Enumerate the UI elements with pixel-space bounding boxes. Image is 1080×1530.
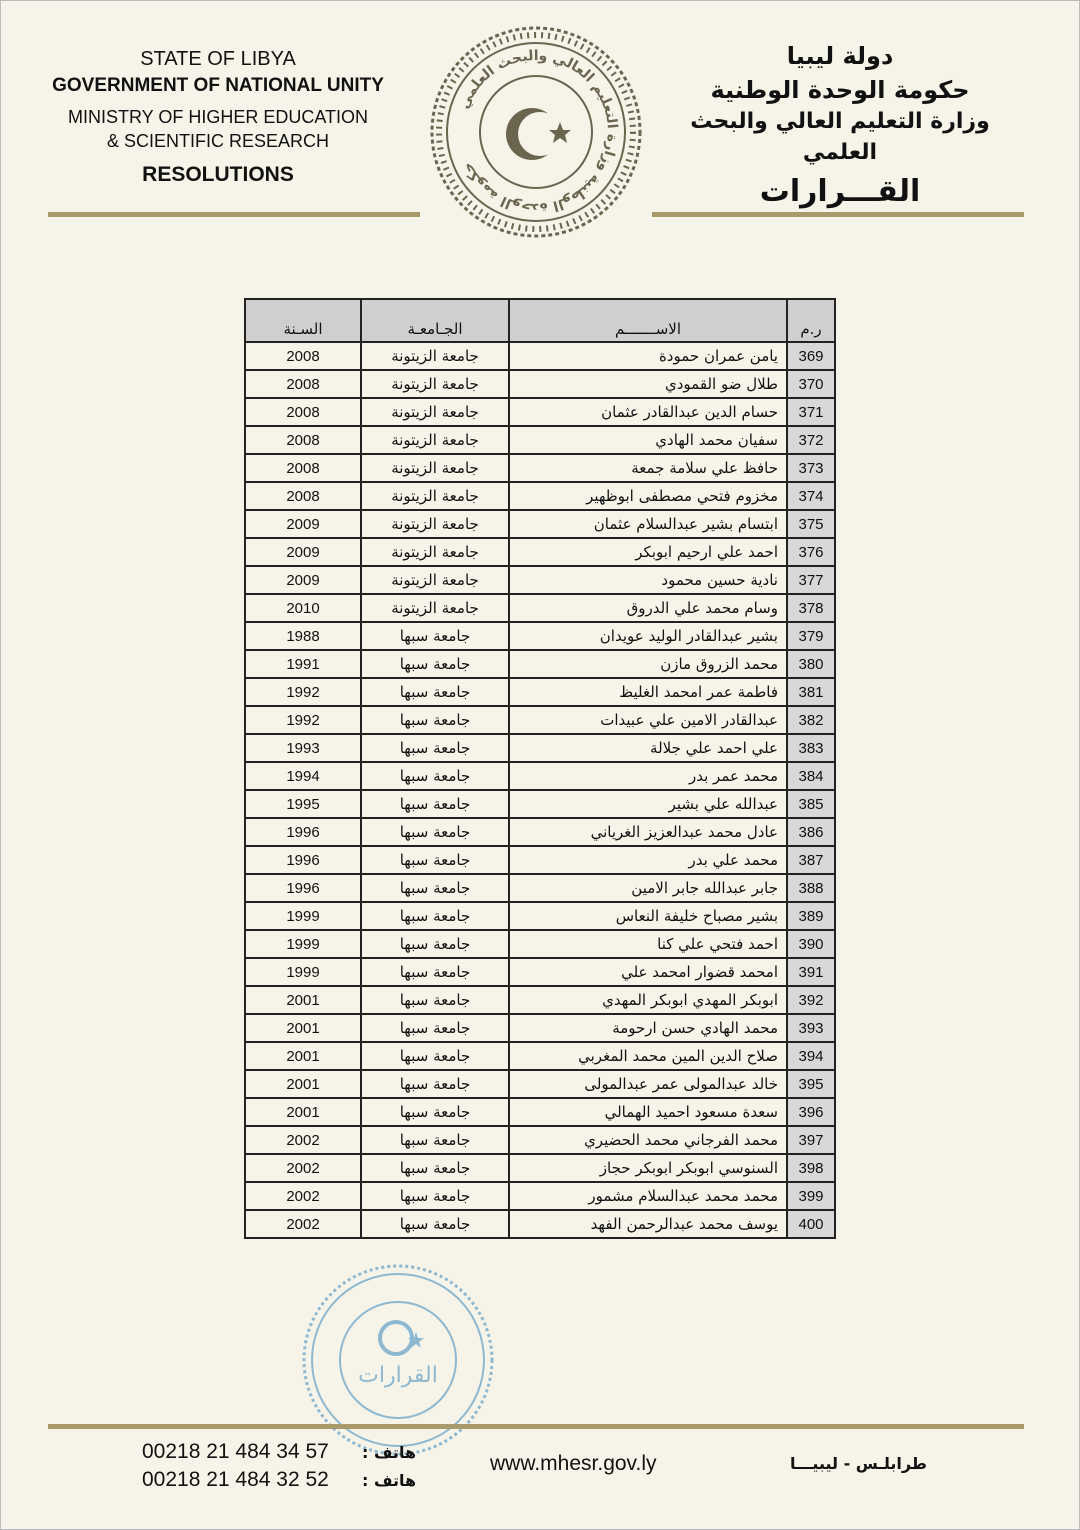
row-university: جامعة الزيتونة <box>361 482 509 510</box>
table-row <box>245 706 835 734</box>
row-university: جامعة سبها <box>361 1042 509 1070</box>
row-number: 395 <box>787 1070 835 1098</box>
header-ar-state: دولة ليبيا <box>786 42 894 70</box>
row-university: جامعة سبها <box>361 1154 509 1182</box>
resolutions-table <box>244 298 836 1239</box>
row-year: 1999 <box>245 902 361 930</box>
row-number: 378 <box>787 594 835 622</box>
footer-phones <box>142 1438 416 1494</box>
row-name: محمد علي بدر <box>509 846 787 874</box>
row-year: 2001 <box>245 1070 361 1098</box>
row-number: 380 <box>787 650 835 678</box>
phone-row <box>142 1466 416 1494</box>
table-row <box>245 342 835 370</box>
row-name: امحمد قضوار امحمد علي <box>509 958 787 986</box>
table-row <box>245 986 835 1014</box>
row-year: 2009 <box>245 566 361 594</box>
row-university: جامعة الزيتونة <box>361 370 509 398</box>
table-row <box>245 650 835 678</box>
row-year: 2001 <box>245 986 361 1014</box>
row-number: 399 <box>787 1182 835 1210</box>
row-university: جامعة الزيتونة <box>361 342 509 370</box>
row-number: 379 <box>787 622 835 650</box>
row-number: 374 <box>787 482 835 510</box>
row-year: 1993 <box>245 734 361 762</box>
row-year: 1996 <box>245 874 361 902</box>
row-number: 385 <box>787 790 835 818</box>
table-row <box>245 510 835 538</box>
table-row <box>245 398 835 426</box>
row-university: جامعة الزيتونة <box>361 426 509 454</box>
row-name: حافظ علي سلامة جمعة <box>509 454 787 482</box>
row-number: 388 <box>787 874 835 902</box>
row-year: 1988 <box>245 622 361 650</box>
row-year: 2009 <box>245 538 361 566</box>
row-name: بشير عبدالقادر الوليد عويدان <box>509 622 787 650</box>
row-year: 2008 <box>245 370 361 398</box>
phone-label: هاتف : <box>362 1470 417 1490</box>
row-university: جامعة الزيتونة <box>361 398 509 426</box>
row-name: احمد علي ارحيم ابوبكر <box>509 538 787 566</box>
phone-label: هاتف : <box>362 1442 417 1462</box>
header-name: الاســـــــم <box>509 299 787 342</box>
table-row <box>245 1014 835 1042</box>
table-body <box>245 342 835 1238</box>
row-name: ابتسام بشير عبدالسلام عثمان <box>509 510 787 538</box>
row-university: جامعة سبها <box>361 1070 509 1098</box>
footer-divider <box>48 1424 1024 1429</box>
table-row <box>245 1098 835 1126</box>
row-year: 2001 <box>245 1098 361 1126</box>
row-year: 2002 <box>245 1126 361 1154</box>
header-ar-resolutions: القـــرارات <box>759 173 921 209</box>
row-university: جامعة الزيتونة <box>361 510 509 538</box>
header-divider-right <box>652 212 1024 217</box>
table-row <box>245 1070 835 1098</box>
table-row <box>245 1126 835 1154</box>
row-number: 393 <box>787 1014 835 1042</box>
header-ar-government: حكومة الوحدة الوطنية <box>710 75 970 104</box>
table-row <box>245 874 835 902</box>
table-row <box>245 734 835 762</box>
row-number: 387 <box>787 846 835 874</box>
row-university: جامعة سبها <box>361 958 509 986</box>
row-year: 2008 <box>245 342 361 370</box>
seal-arc-text: حكومة الوحدة الوطنية وزارة التعليم العالي والبحث العلمي <box>456 47 621 217</box>
row-university: جامعة سبها <box>361 1098 509 1126</box>
row-number: 372 <box>787 426 835 454</box>
row-name: احمد فتحي علي كنا <box>509 930 787 958</box>
row-university: جامعة الزيتونة <box>361 566 509 594</box>
header-num: ر.م <box>787 299 835 342</box>
row-university: جامعة سبها <box>361 1126 509 1154</box>
row-year: 2002 <box>245 1154 361 1182</box>
table-row <box>245 482 835 510</box>
row-name: محمد محمد عبدالسلام مشمور <box>509 1182 787 1210</box>
table-row <box>245 790 835 818</box>
table-row <box>245 846 835 874</box>
table-row <box>245 454 835 482</box>
table-row <box>245 930 835 958</box>
phone-number: 00218 21 484 32 52 <box>142 1468 329 1491</box>
row-university: جامعة سبها <box>361 846 509 874</box>
row-number: 383 <box>787 734 835 762</box>
row-year: 1992 <box>245 706 361 734</box>
table-row <box>245 1042 835 1070</box>
row-name: السنوسي ابوبكر ابوبكر حجاز <box>509 1154 787 1182</box>
table-row <box>245 622 835 650</box>
row-number: 384 <box>787 762 835 790</box>
row-university: جامعة سبها <box>361 1210 509 1238</box>
row-name: وسام محمد علي الدروق <box>509 594 787 622</box>
row-number: 381 <box>787 678 835 706</box>
header-arabic <box>660 40 1020 213</box>
row-name: نادية حسين محمود <box>509 566 787 594</box>
row-name: عادل محمد عبدالعزيز الغرياني <box>509 818 787 846</box>
row-university: جامعة الزيتونة <box>361 454 509 482</box>
row-university: جامعة سبها <box>361 622 509 650</box>
row-year: 2008 <box>245 454 361 482</box>
row-university: جامعة سبها <box>361 734 509 762</box>
header-year: السـنة <box>245 299 361 342</box>
row-number: 373 <box>787 454 835 482</box>
phone-row <box>142 1438 416 1466</box>
row-name: عبدالقادر الامين علي عبيدات <box>509 706 787 734</box>
row-year: 2001 <box>245 1014 361 1042</box>
table-row <box>245 1210 835 1238</box>
row-year: 2010 <box>245 594 361 622</box>
website-link[interactable]: www.mhesr.gov.ly <box>490 1452 657 1475</box>
table-row <box>245 958 835 986</box>
row-university: جامعة سبها <box>361 818 509 846</box>
row-number: 390 <box>787 930 835 958</box>
header-en-government: GOVERNMENT OF NATIONAL UNITY <box>52 75 384 96</box>
row-year: 2001 <box>245 1042 361 1070</box>
ministry-seal-logo <box>428 24 644 240</box>
row-name: علي احمد علي جلالة <box>509 734 787 762</box>
row-year: 1999 <box>245 930 361 958</box>
row-number: 376 <box>787 538 835 566</box>
row-year: 2002 <box>245 1210 361 1238</box>
row-university: جامعة سبها <box>361 902 509 930</box>
row-name: محمد الزروق مازن <box>509 650 787 678</box>
row-university: جامعة سبها <box>361 1182 509 1210</box>
row-year: 2009 <box>245 510 361 538</box>
row-number: 382 <box>787 706 835 734</box>
row-university: جامعة الزيتونة <box>361 538 509 566</box>
row-university: جامعة الزيتونة <box>361 594 509 622</box>
table-row <box>245 594 835 622</box>
row-university: جامعة سبها <box>361 930 509 958</box>
row-number: 394 <box>787 1042 835 1070</box>
header-en-resolutions: RESOLUTIONS <box>142 163 294 187</box>
table-row <box>245 678 835 706</box>
row-name: محمد الهادي حسن ارحومة <box>509 1014 787 1042</box>
row-year: 2002 <box>245 1182 361 1210</box>
row-year: 1996 <box>245 818 361 846</box>
row-university: جامعة سبها <box>361 678 509 706</box>
row-year: 1992 <box>245 678 361 706</box>
header-university: الجـامعـة <box>361 299 509 342</box>
row-year: 1994 <box>245 762 361 790</box>
row-university: جامعة سبها <box>361 790 509 818</box>
table-row <box>245 818 835 846</box>
row-university: جامعة سبها <box>361 762 509 790</box>
row-year: 1995 <box>245 790 361 818</box>
row-number: 370 <box>787 370 835 398</box>
row-name: مخزوم فتحي مصطفى ابوظهير <box>509 482 787 510</box>
row-name: يوسف محمد عبدالرحمن الفهد <box>509 1210 787 1238</box>
row-name: يامن عمران حمودة <box>509 342 787 370</box>
row-name: عبدالله علي بشير <box>509 790 787 818</box>
row-university: جامعة سبها <box>361 1014 509 1042</box>
row-number: 369 <box>787 342 835 370</box>
table-row <box>245 538 835 566</box>
row-name: سفيان محمد الهادي <box>509 426 787 454</box>
table-row <box>245 370 835 398</box>
table-row <box>245 762 835 790</box>
row-year: 1999 <box>245 958 361 986</box>
row-university: جامعة سبها <box>361 706 509 734</box>
table-row <box>245 1182 835 1210</box>
row-university: جامعة سبها <box>361 874 509 902</box>
row-number: 371 <box>787 398 835 426</box>
row-year: 1991 <box>245 650 361 678</box>
row-university: جامعة سبها <box>361 986 509 1014</box>
row-number: 397 <box>787 1126 835 1154</box>
row-name: محمد عمر بدر <box>509 762 787 790</box>
header-en-ministry: MINISTRY OF HIGHER EDUCATION <box>67 106 369 127</box>
row-year: 2008 <box>245 398 361 426</box>
row-name: خالد عبدالمولى عمر عبدالمولى <box>509 1070 787 1098</box>
row-number: 391 <box>787 958 835 986</box>
row-year: 2008 <box>245 482 361 510</box>
row-year: 2008 <box>245 426 361 454</box>
table-row <box>245 1154 835 1182</box>
row-number: 389 <box>787 902 835 930</box>
row-name: صلاح الدين المين محمد المغربي <box>509 1042 787 1070</box>
header-en-state: STATE OF LIBYA <box>140 48 296 70</box>
row-name: سعدة مسعود احميد الهمالي <box>509 1098 787 1126</box>
phone-number: 00218 21 484 34 57 <box>142 1440 329 1463</box>
row-name: ابوبكر المهدي ابوبكر المهدي <box>509 986 787 1014</box>
row-name: جابر عبدالله جابر الامين <box>509 874 787 902</box>
row-year: 1996 <box>245 846 361 874</box>
stamp-text: القرارات <box>358 1363 438 1388</box>
table-row <box>245 902 835 930</box>
row-number: 396 <box>787 1098 835 1126</box>
row-university: جامعة سبها <box>361 650 509 678</box>
row-number: 392 <box>787 986 835 1014</box>
table-row <box>245 566 835 594</box>
row-name: حسام الدين عبدالقادر عثمان <box>509 398 787 426</box>
table-row <box>245 426 835 454</box>
row-number: 386 <box>787 818 835 846</box>
row-number: 400 <box>787 1210 835 1238</box>
footer-city: طرابلـس - ليبيـــا <box>790 1454 927 1473</box>
row-name: بشير مصباح خليفة النعاس <box>509 902 787 930</box>
row-name: طلال ضو القمودي <box>509 370 787 398</box>
header-en-research: & SCIENTIFIC RESEARCH <box>106 130 330 151</box>
row-name: فاطمة عمر امحمد الغليظ <box>509 678 787 706</box>
row-name: محمد الفرجاني محمد الحضيري <box>509 1126 787 1154</box>
row-number: 398 <box>787 1154 835 1182</box>
row-number: 375 <box>787 510 835 538</box>
table-header-row <box>245 299 835 342</box>
header-english <box>48 46 388 190</box>
row-number: 377 <box>787 566 835 594</box>
header-divider-left <box>48 212 420 217</box>
header-ar-ministry: وزارة التعليم العالي والبحث العلمي <box>690 109 990 165</box>
